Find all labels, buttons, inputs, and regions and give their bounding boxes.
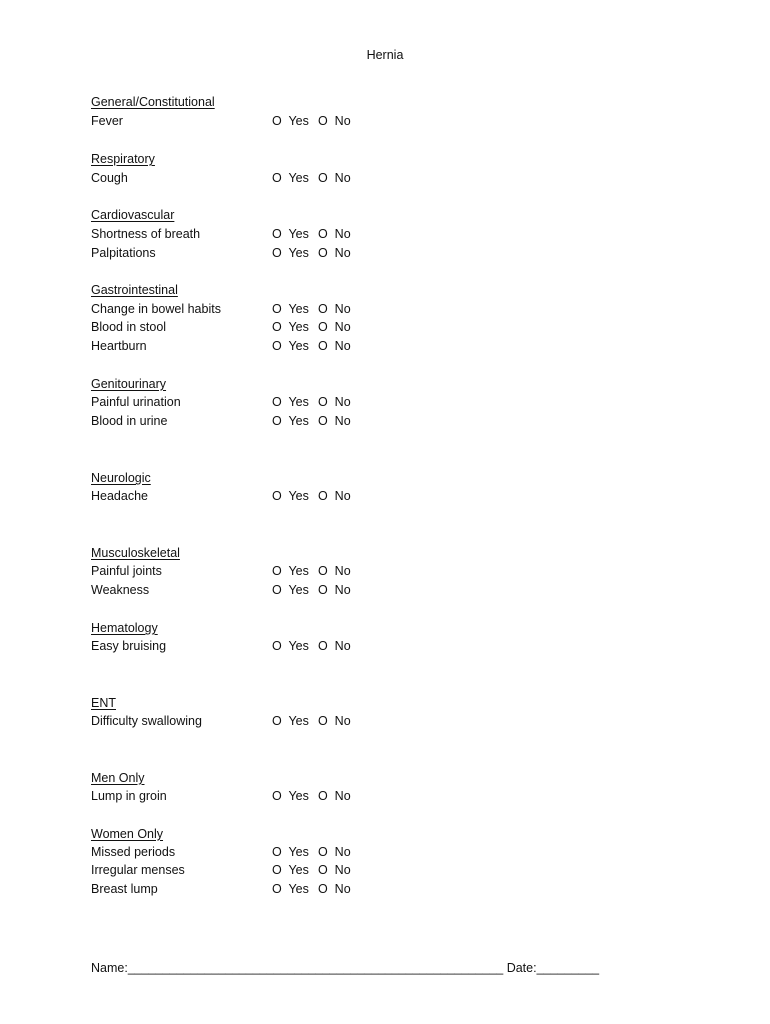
- name-date-line: Name:______________________________________________________ Date:_________: [91, 961, 600, 975]
- no-option[interactable]: O No: [318, 714, 351, 728]
- section-heading: General/Constitutional: [91, 95, 215, 109]
- yes-option[interactable]: O Yes: [272, 395, 309, 409]
- no-option[interactable]: O No: [318, 845, 351, 859]
- no-option[interactable]: O No: [318, 395, 351, 409]
- symptom-label: Weakness: [91, 583, 150, 597]
- yes-option[interactable]: O Yes: [272, 863, 309, 877]
- yes-option[interactable]: O Yes: [272, 489, 309, 503]
- symptom-label: Easy bruising: [91, 639, 167, 653]
- section-heading: Respiratory: [91, 152, 155, 166]
- section-heading: Musculoskeletal: [91, 546, 180, 560]
- no-option[interactable]: O No: [318, 414, 351, 428]
- symptom-label: Painful joints: [91, 564, 162, 578]
- section-heading: Gastrointestinal: [91, 283, 178, 297]
- yes-option[interactable]: O Yes: [272, 171, 309, 185]
- symptom-label: Headache: [91, 489, 148, 503]
- yes-option[interactable]: O Yes: [272, 320, 309, 334]
- symptom-label: Missed periods: [91, 845, 176, 859]
- no-option[interactable]: O No: [318, 489, 351, 503]
- section-heading: Neurologic: [91, 471, 151, 485]
- symptom-label: Cough: [91, 171, 128, 185]
- no-option[interactable]: O No: [318, 302, 351, 316]
- symptom-label: Difficulty swallowing: [91, 714, 202, 728]
- section-heading: Men Only: [91, 771, 145, 785]
- no-option[interactable]: O No: [318, 339, 351, 353]
- yes-option[interactable]: O Yes: [272, 564, 309, 578]
- yes-option[interactable]: O Yes: [272, 789, 309, 803]
- section-heading: Genitourinary: [91, 377, 167, 391]
- no-option[interactable]: O No: [318, 639, 351, 653]
- yes-option[interactable]: O Yes: [272, 639, 309, 653]
- no-option[interactable]: O No: [318, 583, 351, 597]
- no-option[interactable]: O No: [318, 320, 351, 334]
- section-heading: Hematology: [91, 621, 158, 635]
- symptom-label: Breast lump: [91, 882, 158, 896]
- yes-option[interactable]: O Yes: [272, 583, 309, 597]
- no-option[interactable]: O No: [318, 564, 351, 578]
- yes-option[interactable]: O Yes: [272, 114, 309, 128]
- no-option[interactable]: O No: [318, 863, 351, 877]
- yes-option[interactable]: O Yes: [272, 714, 309, 728]
- yes-option[interactable]: O Yes: [272, 339, 309, 353]
- no-option[interactable]: O No: [318, 789, 351, 803]
- symptom-label: Fever: [91, 114, 123, 128]
- yes-option[interactable]: O Yes: [272, 882, 309, 896]
- section-heading: Cardiovascular: [91, 208, 175, 222]
- section-heading: Women Only: [91, 827, 164, 841]
- no-option[interactable]: O No: [318, 227, 351, 241]
- symptom-label: Blood in stool: [91, 320, 167, 334]
- yes-option[interactable]: O Yes: [272, 845, 309, 859]
- symptom-label: Palpitations: [91, 246, 156, 260]
- page-title: Hernia: [366, 48, 404, 62]
- symptom-label: Heartburn: [91, 339, 147, 353]
- symptom-label: Painful urination: [91, 395, 181, 409]
- symptom-label: Lump in groin: [91, 789, 167, 803]
- symptom-label: Change in bowel habits: [91, 302, 221, 316]
- yes-option[interactable]: O Yes: [272, 246, 309, 260]
- yes-option[interactable]: O Yes: [272, 302, 309, 316]
- no-option[interactable]: O No: [318, 246, 351, 260]
- no-option[interactable]: O No: [318, 114, 351, 128]
- no-option[interactable]: O No: [318, 882, 351, 896]
- no-option[interactable]: O No: [318, 171, 351, 185]
- section-heading: ENT: [91, 696, 116, 710]
- symptom-label: Blood in urine: [91, 414, 168, 428]
- yes-option[interactable]: O Yes: [272, 227, 309, 241]
- symptom-label: Irregular menses: [91, 863, 185, 877]
- symptom-label: Shortness of breath: [91, 227, 201, 241]
- yes-option[interactable]: O Yes: [272, 414, 309, 428]
